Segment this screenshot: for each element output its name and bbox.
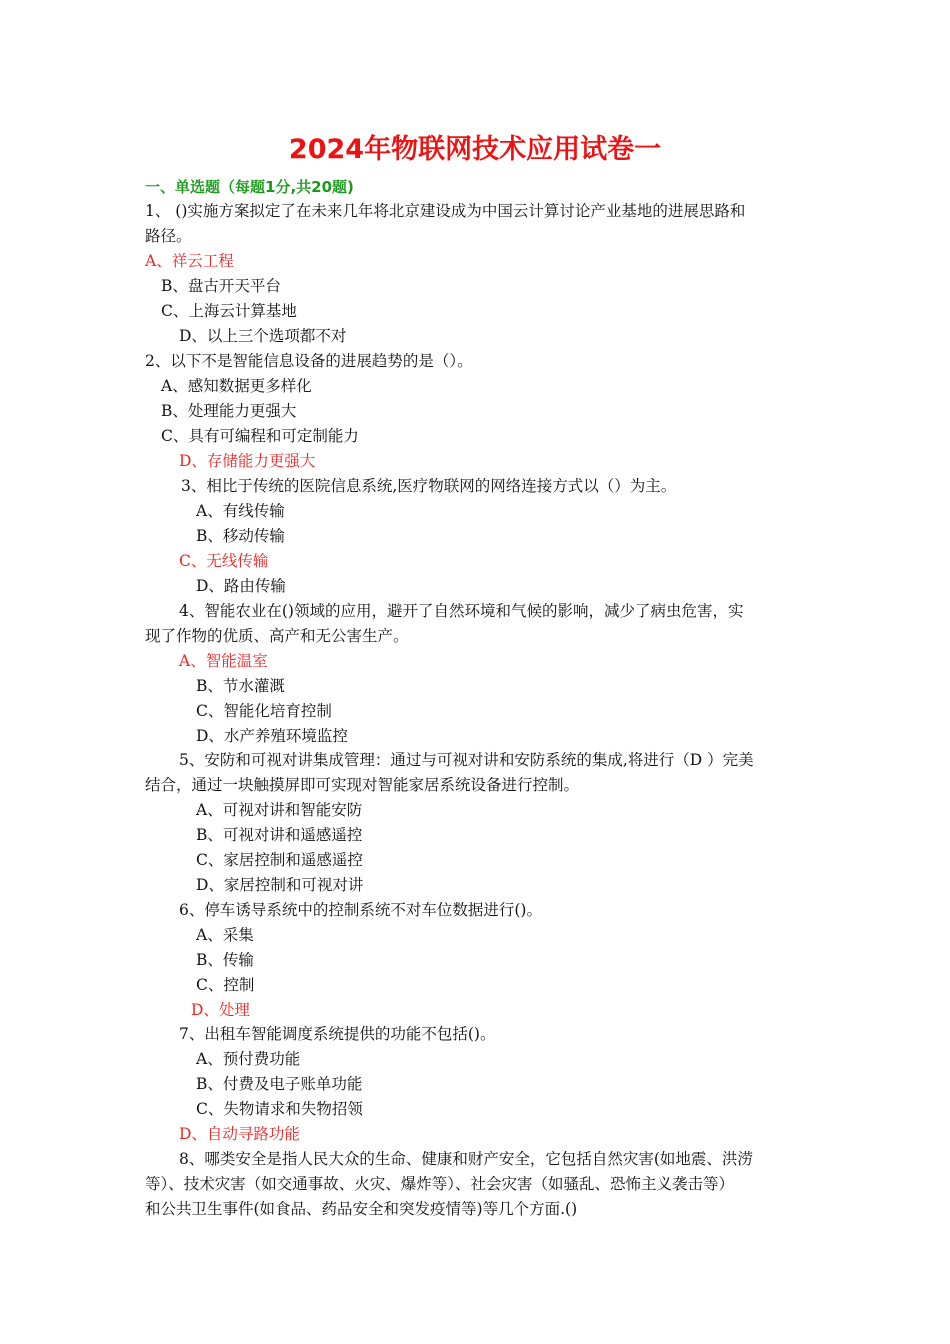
question-7-option-d-answer: D、自动寻路功能	[179, 1125, 300, 1143]
question-2-option-a: A、感知数据更多样化	[161, 377, 312, 395]
question-2-option-b: B、处理能力更强大	[161, 402, 297, 420]
question-5-stem-line-2: 结合，通过一块触摸屏即可实现对智能家居系统设备进行控制。	[145, 776, 580, 794]
question-1-stem-line-1: 1、 ()实施方案拟定了在未来几年将北京建设成为中国云计算讨论产业基地的进展思路和	[145, 202, 746, 220]
question-1-stem-line-2: 路径。	[145, 227, 192, 245]
question-6-stem: 6、停车诱导系统中的控制系统不对车位数据进行()。	[179, 901, 542, 919]
question-7-option-a: A、预付费功能	[196, 1050, 301, 1068]
question-4-stem-line-2: 现了作物的优质、高产和无公害生产。	[145, 627, 409, 645]
question-3-option-d: D、路由传输	[196, 577, 286, 595]
question-5-option-d: D、家居控制和可视对讲	[196, 876, 364, 894]
question-2-stem: 2、以下不是智能信息设备的进展趋势的是（）。	[145, 352, 473, 370]
question-3-option-a: A、有线传输	[196, 502, 285, 520]
question-6-option-b: B、传输	[196, 951, 254, 969]
section-heading: 一、单选题（每题1分,共20题)	[145, 178, 354, 196]
question-7-option-c: C、失物请求和失物招领	[196, 1100, 363, 1118]
page-title: 2024年物联网技术应用试卷一	[288, 134, 662, 165]
question-6-option-c: C、控制	[196, 976, 255, 994]
question-4-option-c: C、智能化培育控制	[196, 702, 332, 720]
question-5-option-c: C、家居控制和遥感遥控	[196, 851, 363, 869]
question-4-option-d: D、水产养殖环境监控	[196, 727, 348, 745]
question-6-option-a: A、采集	[196, 926, 254, 944]
question-2-option-c: C、具有可编程和可定制能力	[161, 427, 359, 445]
question-7-stem: 7、出租车智能调度系统提供的功能不包括()。	[179, 1025, 496, 1043]
question-1-option-d: D、以上三个选项都不对	[179, 327, 347, 345]
question-3-option-c-answer: C、无线传输	[179, 552, 269, 570]
question-8-stem-line-2: 等）、技术灾害（如交通事故、火灾、爆炸等）、社会灾害（如骚乱、恐怖主义袭击等）	[145, 1175, 735, 1193]
question-5-option-a: A、可视对讲和智能安防	[196, 801, 363, 819]
question-8-stem-line-1: 8、哪类安全是指人民大众的生命、健康和财产安全，它包括自然灾害(如地震、洪涝	[179, 1150, 753, 1168]
question-1-option-b: B、盘古开天平台	[161, 277, 281, 295]
question-7-option-b: B、付费及电子账单功能	[196, 1075, 363, 1093]
question-4-option-a-answer: A、智能温室	[179, 652, 268, 670]
question-3-option-b: B、移动传输	[196, 527, 285, 545]
question-4-option-b: B、节水灌溉	[196, 677, 285, 695]
question-8-stem-line-3: 和公共卫生事件(如食品、药品安全和突发疫情等)等几个方面.()	[145, 1200, 578, 1218]
question-5-option-b: B、可视对讲和遥感遥控	[196, 826, 363, 844]
question-2-option-d-answer: D、存储能力更强大	[179, 452, 316, 470]
question-5-stem-line-1: 5、安防和可视对讲集成管理：通过与可视对讲和安防系统的集成,将进行（D ）完美	[179, 751, 754, 769]
question-6-option-d-answer: D、处理	[191, 1001, 250, 1019]
question-1-option-a-answer: A、祥云工程	[145, 252, 234, 270]
question-1-option-c: C、上海云计算基地	[161, 302, 297, 320]
question-4-stem-line-1: 4、智能农业在()领域的应用，避开了自然环境和气候的影响，减少了病虫危害，实	[179, 602, 744, 620]
question-3-stem: 3、相比于传统的医院信息系统,医疗物联网的网络连接方式以（）为主。	[181, 477, 677, 495]
